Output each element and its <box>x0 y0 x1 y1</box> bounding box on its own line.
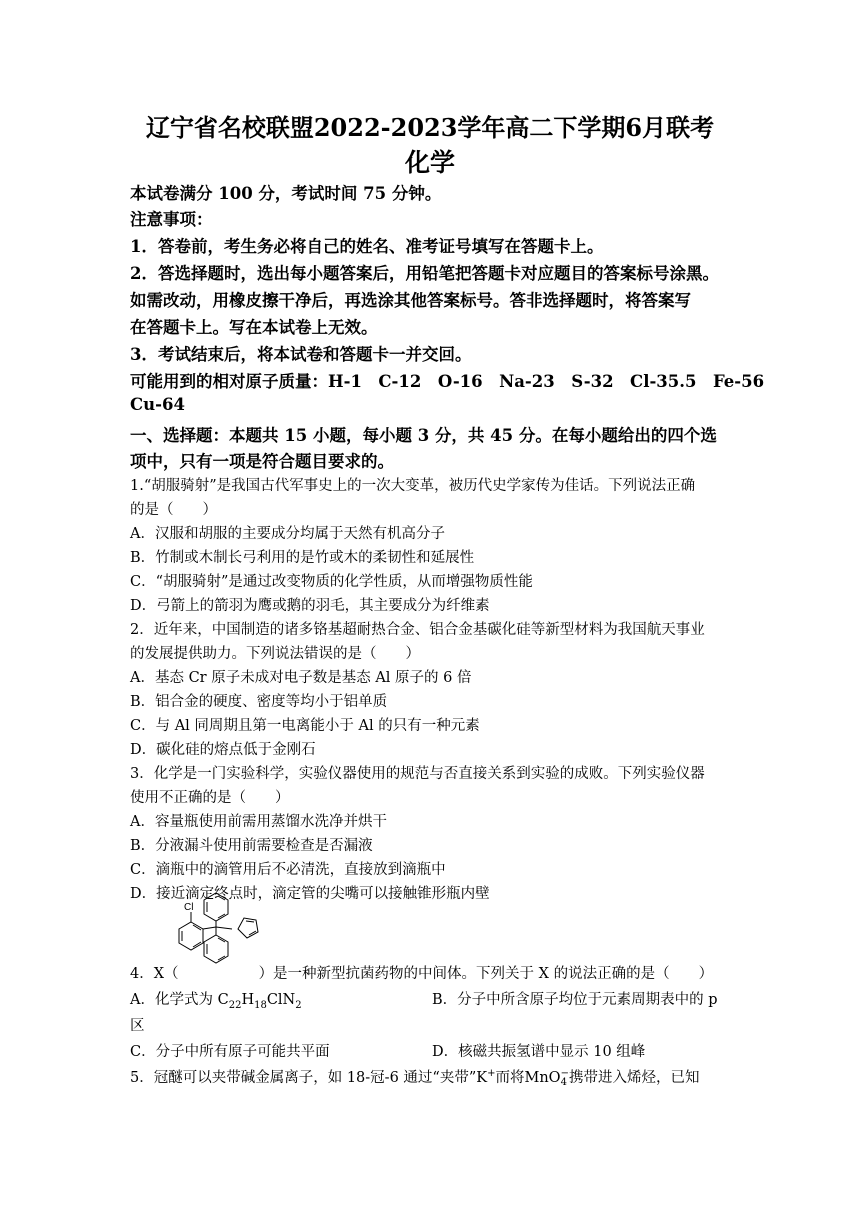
q3-option-b: B．分液漏斗使用前需要检查是否漏液 <box>130 838 373 854</box>
section-heading-cont: 项中，只有一项是符合题目要求的。 <box>130 452 394 471</box>
q3-stem: 3．化学是一门实验科学，实验仪器使用的规范与否直接关系到实验的成败。下列实验仪器 <box>130 766 705 782</box>
q4-option-b: B．分子中所含原子均位于元素周期表中的 p <box>432 992 718 1008</box>
info-notice-2-cont: 如需改动，用橡皮擦干净后，再选涂其他答案标号。答非选择题时，将答案写 <box>130 291 691 310</box>
q3-option-d: D．接近滴定终点时，滴定管的尖嘴可以接触锥形瓶内壁 <box>130 886 490 902</box>
atomic-masses: 可能用到的相对原子质量：H-1 C-12 O-16 Na-23 S-32 Cl-35.5 Fe-56 <box>130 372 765 391</box>
q4-stem <box>130 962 740 983</box>
q4-option-d: D．核磁共振氢谱中显示 10 组峰 <box>432 1044 646 1060</box>
q2-stem-cont: 的发展提供助力。下列说法错误的是（ ） <box>130 646 420 662</box>
q3-option-a: A．容量瓶使用前需用蒸馏水洗净并烘干 <box>130 814 387 830</box>
info-notice-1: 1．答卷前，考生务必将自己的姓名、准考证号填写在答题卡上。 <box>130 237 604 256</box>
exam-title: 辽宁省名校联盟2022-2023学年高二下学期6月联考 <box>145 113 715 142</box>
q4-option-a: A．化学式为 $C_{22}H_{18}ClN_2$ <box>130 992 302 1011</box>
q4-option-b-cont: 区 <box>130 1018 145 1034</box>
info-notice-2: 2．答选择题时，选出每小题答案后，用铅笔把答题卡对应题目的答案标号涂黑。 <box>130 264 719 283</box>
mol-cl-label: Cl <box>184 902 194 913</box>
q4-stem-right: ）是一种新型抗菌药物的中间体。下列关于 X 的说法正确的是（ ） <box>258 966 714 982</box>
info-score: 本试卷满分 100 分，考试时间 75 分钟。 <box>130 184 442 203</box>
q1-option-a: A．汉服和胡服的主要成分均属于天然有机高分子 <box>130 526 445 542</box>
q3-stem-cont: 使用不正确的是（ ） <box>130 790 290 806</box>
q2-option-d: D．碳化硅的熔点低于金刚石 <box>130 742 316 758</box>
info-notice-heading: 注意事项： <box>130 210 213 229</box>
q4-stem-left: 4．X（ <box>130 966 179 982</box>
q3-option-c: C．滴瓶中的滴管用后不必清洗，直接放到滴瓶中 <box>130 862 446 878</box>
q2-stem: 2．近年来，中国制造的诸多铬基超耐热合金、铝合金基碳化硅等新型材料为我国航天事业 <box>130 622 705 638</box>
q1-option-d: D．弓箭上的箭羽为鹰或鹅的羽毛，其主要成分为纤维素 <box>130 598 490 614</box>
q1-option-b: B．竹制或木制长弓利用的是竹或木的柔韧性和延展性 <box>130 550 475 566</box>
q1-stem: 1.“胡服骑射”是我国古代军事史上的一次大变革，被历代史学家传为佳话。下列说法正确 <box>130 478 696 494</box>
q1-option-c: C．“胡服骑射”是通过改变物质的化学性质，从而增强物质性能 <box>130 574 533 590</box>
section-heading: 一、选择题：本题共 15 小题，每小题 3 分，共 45 分。在每小题给出的四个选 <box>130 426 717 445</box>
info-notice-2-cont2: 在答题卡上。写在本试卷上无效。 <box>130 318 378 337</box>
q2-option-a: A．基态 Cr 原子未成对电子数是基态 Al 原子的 6 倍 <box>130 670 472 686</box>
q2-option-b: B．铝合金的硬度、密度等均小于铝单质 <box>130 694 388 710</box>
q2-option-c: C．与 Al 同周期且第一电离能小于 Al 的只有一种元素 <box>130 718 480 734</box>
atomic-masses-cont: Cu-64 <box>130 395 185 414</box>
q1-stem-cont: 的是（ ） <box>130 502 217 518</box>
molecule-x-structure <box>168 885 270 965</box>
q4-option-c: C．分子中所有原子可能共平面 <box>130 1044 330 1060</box>
subject-title: 化学 <box>404 148 455 177</box>
info-notice-3: 3．考试结束后，将本试卷和答题卡一并交回。 <box>130 345 472 364</box>
q5-stem: 5．冠醚可以夹带碱金属离子，如 18-冠-6 通过“夹带”K+而将MnO − 4 携带进入烯烃，已知 <box>130 1068 700 1088</box>
